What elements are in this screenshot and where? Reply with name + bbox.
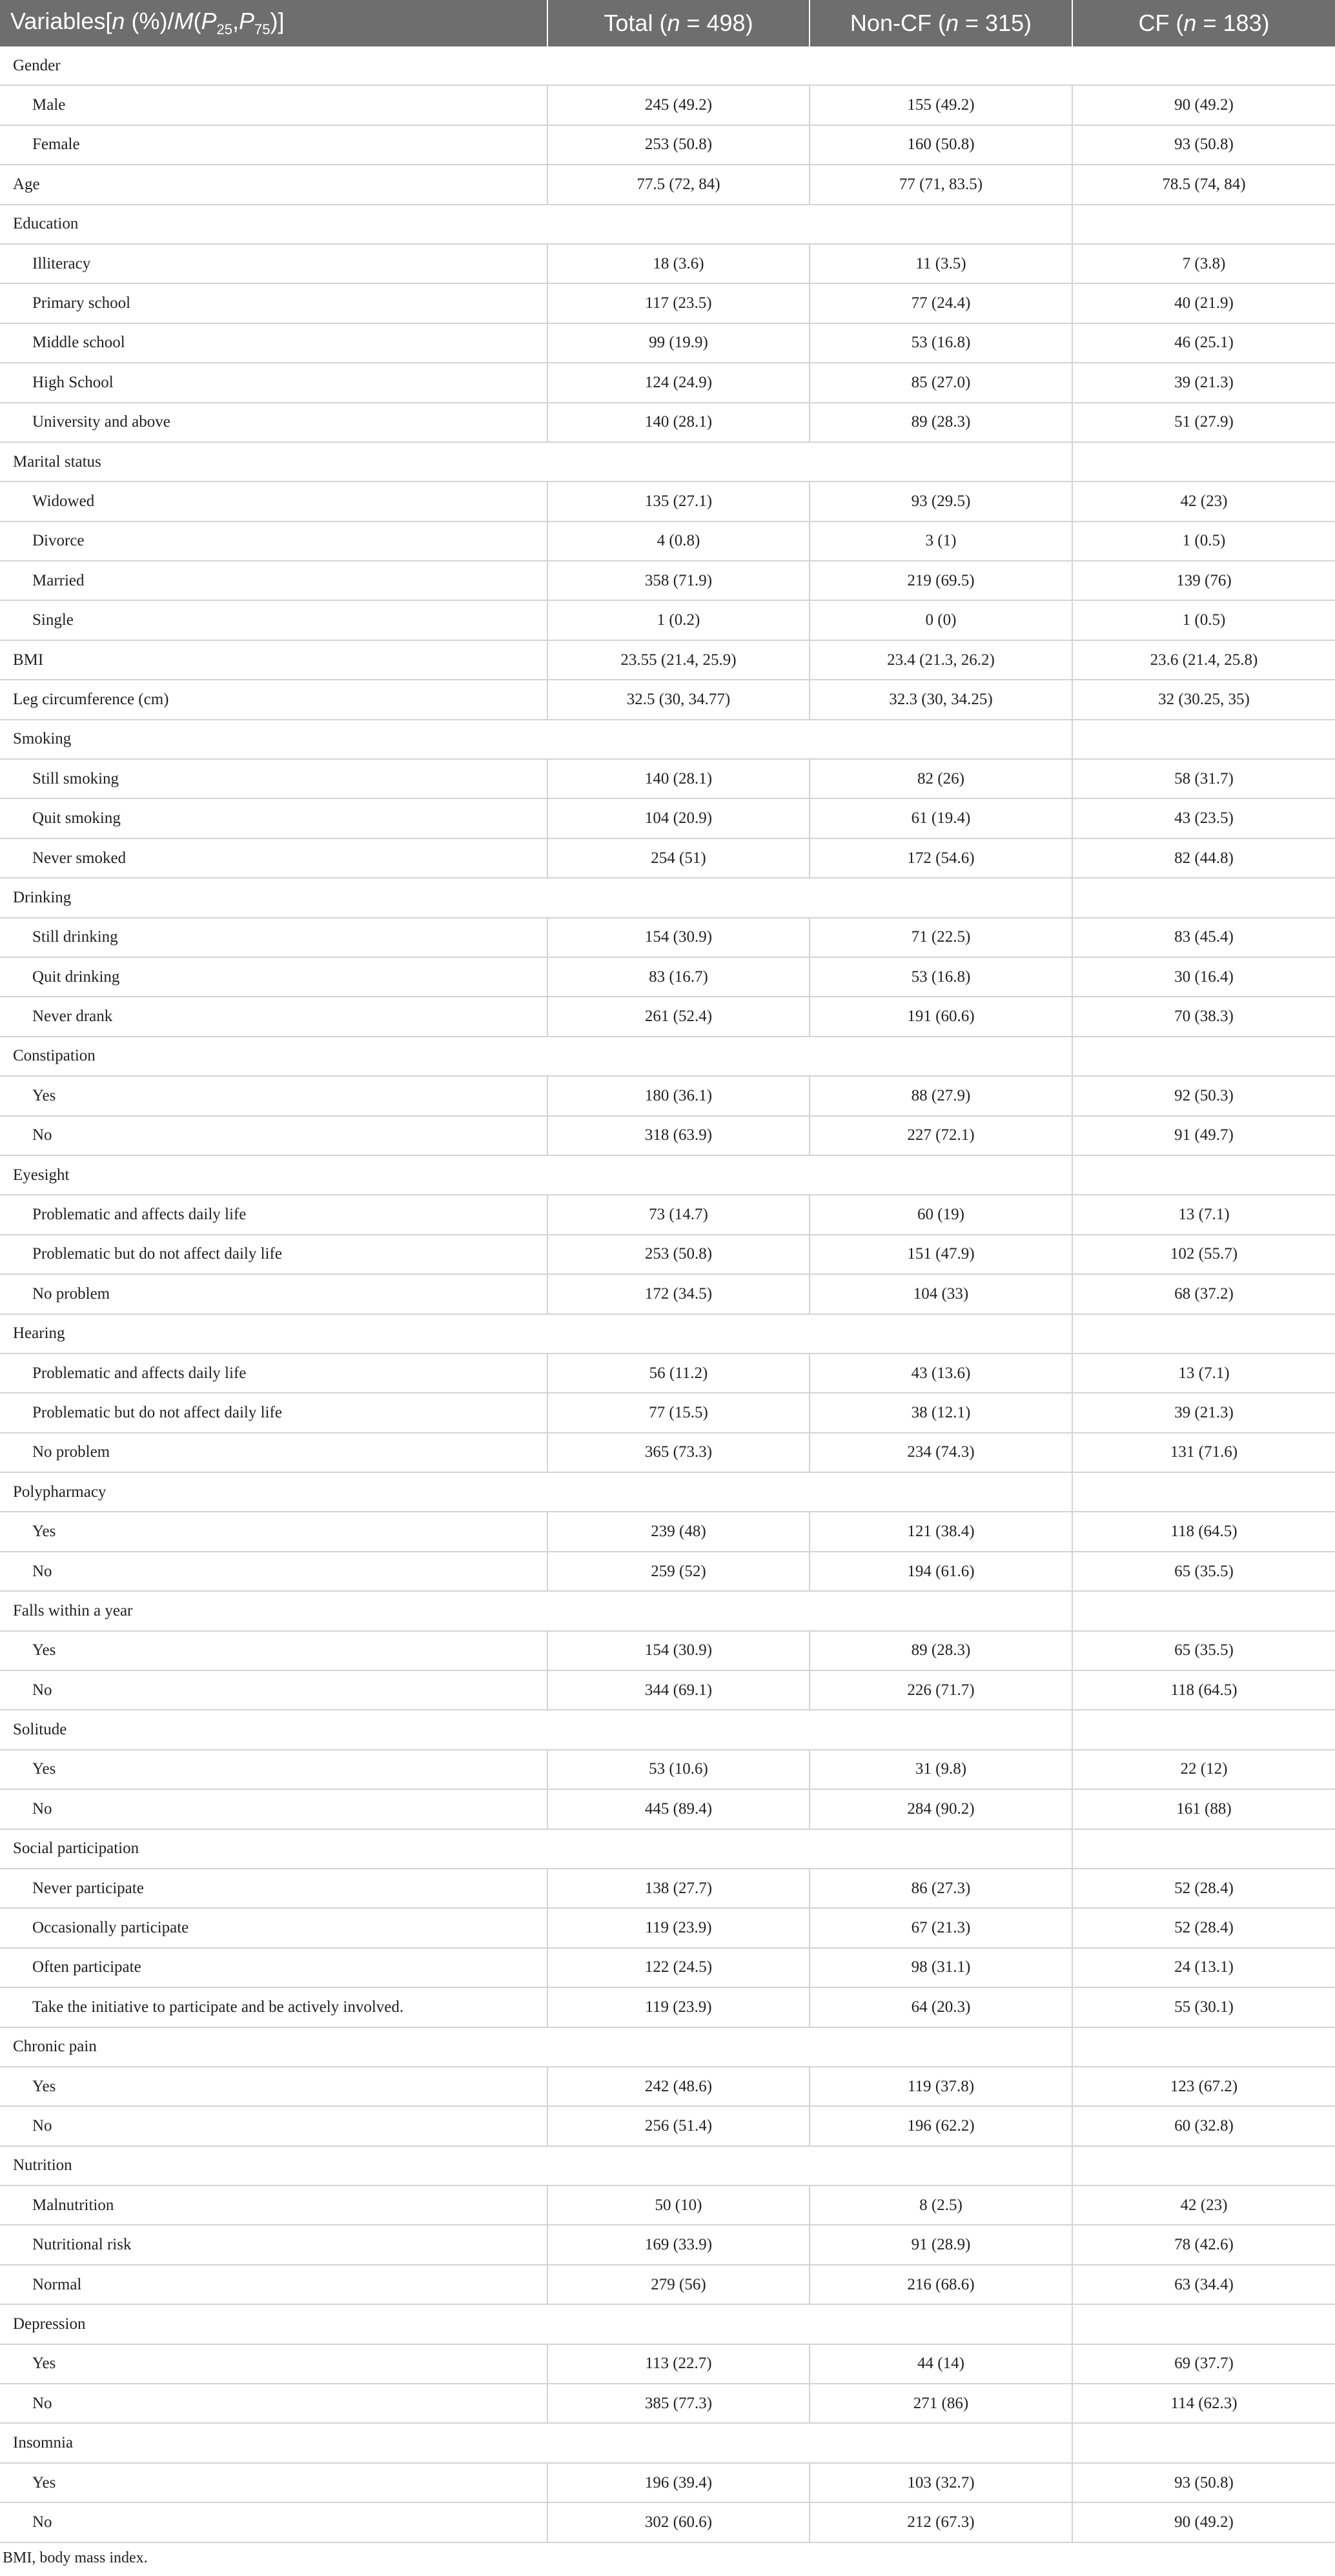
cell-non-cf: 38 (12.1) — [810, 1393, 1072, 1432]
cell-total: 99 (19.9) — [547, 323, 810, 363]
table-row — [0, 165, 1335, 204]
group-label: Polypharmacy — [0, 1472, 1072, 1512]
table-row — [0, 1354, 1335, 1393]
cell-total: 242 (48.6) — [547, 2067, 810, 2106]
cell-total: 138 (27.7) — [547, 1869, 810, 1908]
cell-cf: 13 (7.1) — [1072, 1354, 1335, 1393]
table-row — [0, 1987, 1335, 2027]
row-label: Female — [0, 125, 547, 165]
cell-cf: 1 (0.5) — [1072, 600, 1335, 640]
empty-cell — [1072, 1472, 1335, 1512]
table-row — [0, 2502, 1335, 2542]
cell-total: 77 (15.5) — [547, 1393, 810, 1432]
group-label: Constipation — [0, 1037, 1072, 1076]
cell-total: 1 (0.2) — [547, 600, 810, 640]
cell-non-cf: 32.3 (30, 34.25) — [810, 680, 1072, 719]
cell-non-cf: 43 (13.6) — [810, 1354, 1072, 1393]
cell-total: 302 (60.6) — [547, 2502, 810, 2542]
empty-cell — [1072, 878, 1335, 917]
table-row — [0, 600, 1335, 640]
cell-cf: 42 (23) — [1072, 2186, 1335, 2225]
cell-total: 358 (71.9) — [547, 561, 810, 600]
cell-total: 119 (23.9) — [547, 1908, 810, 1947]
cell-cf: 90 (49.2) — [1072, 2502, 1335, 2542]
cell-non-cf: 89 (28.3) — [810, 1631, 1072, 1670]
row-label: Divorce — [0, 522, 547, 561]
empty-cell — [1072, 1155, 1335, 1195]
cell-non-cf: 119 (37.8) — [810, 2067, 1072, 2106]
cell-non-cf: 85 (27.0) — [810, 363, 1072, 402]
table-row — [0, 1552, 1335, 1591]
table-group-row — [0, 1155, 1335, 1195]
cell-cf: 91 (49.7) — [1072, 1116, 1335, 1155]
cell-non-cf: 219 (69.5) — [810, 561, 1072, 600]
cell-non-cf: 8 (2.5) — [810, 2186, 1072, 2225]
cell-total: 53 (10.6) — [547, 1750, 810, 1789]
cell-non-cf: 23.4 (21.3, 26.2) — [810, 640, 1072, 680]
cell-total: 196 (39.4) — [547, 2463, 810, 2502]
row-label: Problematic and affects daily life — [0, 1195, 547, 1234]
table-row — [0, 2344, 1335, 2384]
row-label: Problematic but do not affect daily life — [0, 1235, 547, 1274]
cell-total: 104 (20.9) — [547, 798, 810, 838]
cell-cf: 24 (13.1) — [1072, 1948, 1335, 1987]
cell-non-cf: 11 (3.5) — [810, 244, 1072, 283]
cell-cf: 82 (44.8) — [1072, 838, 1335, 878]
cell-total: 253 (50.8) — [547, 1235, 810, 1274]
cell-non-cf: 91 (28.9) — [810, 2225, 1072, 2264]
table-group-row — [0, 1710, 1335, 1749]
cell-total: 140 (28.1) — [547, 403, 810, 442]
cell-non-cf: 82 (26) — [810, 759, 1072, 798]
row-label: Single — [0, 600, 547, 640]
table-row — [0, 323, 1335, 363]
cell-cf: 42 (23) — [1072, 482, 1335, 521]
cell-total: 77.5 (72, 84) — [547, 165, 810, 204]
row-label: No — [0, 2384, 547, 2423]
cell-non-cf: 103 (32.7) — [810, 2463, 1072, 2502]
row-label: Age — [0, 165, 547, 204]
group-label: Nutrition — [0, 2146, 1072, 2186]
table-group-row — [0, 442, 1335, 482]
empty-cell — [1072, 1314, 1335, 1354]
header-non-cf: Non-CF (n = 315) — [810, 0, 1072, 46]
table-row — [0, 403, 1335, 442]
cell-non-cf: 60 (19) — [810, 1195, 1072, 1234]
table-footnote: BMI, body mass index. — [3, 2550, 148, 2566]
row-label: Quit drinking — [0, 957, 547, 997]
table-row — [0, 1869, 1335, 1908]
table-row — [0, 2265, 1335, 2304]
table-row — [0, 1512, 1335, 1551]
cell-total: 50 (10) — [547, 2186, 810, 2225]
cell-cf: 32 (30.25, 35) — [1072, 680, 1335, 719]
cell-cf: 139 (76) — [1072, 561, 1335, 600]
table-row — [0, 1908, 1335, 1947]
group-label: Drinking — [0, 878, 1072, 917]
cell-total: 154 (30.9) — [547, 918, 810, 957]
cell-total: 385 (77.3) — [547, 2384, 810, 2423]
row-label: No — [0, 2106, 547, 2145]
empty-cell — [1072, 2027, 1335, 2067]
group-label: Solitude — [0, 1710, 1072, 1749]
cell-non-cf: 234 (74.3) — [810, 1433, 1072, 1472]
cell-cf: 65 (35.5) — [1072, 1631, 1335, 1670]
cell-cf: 7 (3.8) — [1072, 244, 1335, 283]
table-row — [0, 2186, 1335, 2225]
cell-total: 154 (30.9) — [547, 1631, 810, 1670]
group-label: Falls within a year — [0, 1591, 1072, 1630]
cell-non-cf: 61 (19.4) — [810, 798, 1072, 838]
cell-non-cf: 53 (16.8) — [810, 957, 1072, 997]
table-body — [0, 46, 1335, 2542]
row-label: No problem — [0, 1274, 547, 1313]
cell-total: 83 (16.7) — [547, 957, 810, 997]
header-cf: CF (n = 183) — [1072, 0, 1335, 46]
table-row — [0, 1076, 1335, 1115]
row-label: Nutritional risk — [0, 2225, 547, 2264]
table-group-row — [0, 1472, 1335, 1512]
cell-non-cf: 172 (54.6) — [810, 838, 1072, 878]
cell-total: 32.5 (30, 34.77) — [547, 680, 810, 719]
empty-cell — [1072, 1829, 1335, 1869]
table-row — [0, 244, 1335, 283]
cell-cf: 52 (28.4) — [1072, 1908, 1335, 1947]
cell-total: 344 (69.1) — [547, 1670, 810, 1710]
row-label: Yes — [0, 1631, 547, 1670]
cell-non-cf: 98 (31.1) — [810, 1948, 1072, 1987]
cell-cf: 123 (67.2) — [1072, 2067, 1335, 2106]
row-label: Married — [0, 561, 547, 600]
group-label: Social participation — [0, 1829, 1072, 1869]
cell-non-cf: 284 (90.2) — [810, 1789, 1072, 1829]
cell-non-cf: 155 (49.2) — [810, 85, 1072, 125]
cell-cf: 40 (21.9) — [1072, 283, 1335, 323]
cell-total: 253 (50.8) — [547, 125, 810, 165]
row-label: Never smoked — [0, 838, 547, 878]
table-row — [0, 1393, 1335, 1432]
table-header-row — [0, 0, 1335, 46]
row-label: Never drank — [0, 997, 547, 1036]
cell-cf: 39 (21.3) — [1072, 1393, 1335, 1432]
cell-total: 119 (23.9) — [547, 1987, 810, 2027]
cell-cf: 70 (38.3) — [1072, 997, 1335, 1036]
cell-total: 279 (56) — [547, 2265, 810, 2304]
cell-cf: 90 (49.2) — [1072, 85, 1335, 125]
cell-total: 140 (28.1) — [547, 759, 810, 798]
cell-cf: 51 (27.9) — [1072, 403, 1335, 442]
row-label: Yes — [0, 1512, 547, 1551]
cell-cf: 93 (50.8) — [1072, 125, 1335, 165]
row-label: Yes — [0, 2067, 547, 2106]
cell-cf: 68 (37.2) — [1072, 1274, 1335, 1313]
table-row — [0, 2384, 1335, 2423]
empty-cell — [1072, 205, 1335, 244]
table-row — [0, 522, 1335, 561]
row-label: Normal — [0, 2265, 547, 2304]
table-group-row — [0, 878, 1335, 917]
row-label: Widowed — [0, 482, 547, 521]
row-label: Take the initiative to participate and be actively involved. — [0, 1987, 547, 2027]
cell-total: 365 (73.3) — [547, 1433, 810, 1472]
cell-cf: 23.6 (21.4, 25.8) — [1072, 640, 1335, 680]
table-group-row — [0, 1314, 1335, 1354]
empty-cell — [1072, 2146, 1335, 2186]
table-row — [0, 1789, 1335, 1829]
table-group-row — [0, 720, 1335, 759]
cell-cf: 43 (23.5) — [1072, 798, 1335, 838]
row-label: Yes — [0, 1076, 547, 1115]
cell-cf: 114 (62.3) — [1072, 2384, 1335, 2423]
cell-total: 239 (48) — [547, 1512, 810, 1551]
cell-total: 261 (52.4) — [547, 997, 810, 1036]
row-label: Still drinking — [0, 918, 547, 957]
cell-cf: 55 (30.1) — [1072, 1987, 1335, 2027]
table-row — [0, 1433, 1335, 1472]
row-label: Malnutrition — [0, 2186, 547, 2225]
table-group-row — [0, 1037, 1335, 1076]
cell-non-cf: 216 (68.6) — [810, 2265, 1072, 2304]
row-label: No — [0, 1670, 547, 1710]
cell-total: 180 (36.1) — [547, 1076, 810, 1115]
table-group-row — [0, 2027, 1335, 2067]
table-row — [0, 1116, 1335, 1155]
cell-cf: 92 (50.3) — [1072, 1076, 1335, 1115]
table-row — [0, 125, 1335, 165]
table-row — [0, 2067, 1335, 2106]
cell-cf: 30 (16.4) — [1072, 957, 1335, 997]
row-label: Often participate — [0, 1948, 547, 1987]
cell-total: 122 (24.5) — [547, 1948, 810, 1987]
table-row — [0, 798, 1335, 838]
header-variables: Variables[n $(\%)/M(P_{25},P_{75})$] — [0, 0, 547, 46]
cell-cf: 46 (25.1) — [1072, 323, 1335, 363]
table-row — [0, 640, 1335, 680]
cell-cf: 1 (0.5) — [1072, 522, 1335, 561]
cell-total: 23.55 (21.4, 25.9) — [547, 640, 810, 680]
cell-total: 113 (22.7) — [547, 2344, 810, 2384]
cell-non-cf: 71 (22.5) — [810, 918, 1072, 957]
table-group-row — [0, 2423, 1335, 2462]
cell-cf: 60 (32.8) — [1072, 2106, 1335, 2145]
cell-non-cf: 191 (60.6) — [810, 997, 1072, 1036]
cell-total: 256 (51.4) — [547, 2106, 810, 2145]
cell-cf: 58 (31.7) — [1072, 759, 1335, 798]
cell-non-cf: 89 (28.3) — [810, 403, 1072, 442]
table-group-row — [0, 1829, 1335, 1869]
group-label: Marital status — [0, 442, 1072, 482]
cell-total: 169 (33.9) — [547, 2225, 810, 2264]
cell-non-cf: 53 (16.8) — [810, 323, 1072, 363]
cell-cf: 102 (55.7) — [1072, 1235, 1335, 1274]
empty-cell — [1072, 442, 1335, 482]
row-label: University and above — [0, 403, 547, 442]
table-row — [0, 1274, 1335, 1313]
cell-total: 18 (3.6) — [547, 244, 810, 283]
cell-non-cf: 104 (33) — [810, 1274, 1072, 1313]
cell-non-cf: 194 (61.6) — [810, 1552, 1072, 1591]
table-row — [0, 363, 1335, 402]
row-label: No — [0, 1116, 547, 1155]
table-row — [0, 1948, 1335, 1987]
cell-non-cf: 86 (27.3) — [810, 1869, 1072, 1908]
cell-non-cf: 226 (71.7) — [810, 1670, 1072, 1710]
table-group-row — [0, 2304, 1335, 2344]
table-row — [0, 838, 1335, 878]
group-label: Education — [0, 205, 1072, 244]
row-label: Primary school — [0, 283, 547, 323]
table-group-row — [0, 46, 1335, 85]
table-row — [0, 1670, 1335, 1710]
cell-total: 259 (52) — [547, 1552, 810, 1591]
cell-total: 117 (23.5) — [547, 283, 810, 323]
table-row — [0, 561, 1335, 600]
row-label: BMI — [0, 640, 547, 680]
table-group-row — [0, 1591, 1335, 1630]
cell-total: 73 (14.7) — [547, 1195, 810, 1234]
table-row — [0, 1235, 1335, 1274]
table-row — [0, 1195, 1335, 1234]
table-row — [0, 918, 1335, 957]
cell-total: 245 (49.2) — [547, 85, 810, 125]
table-row — [0, 997, 1335, 1036]
row-label: No — [0, 1552, 547, 1591]
row-label: Leg circumference (cm) — [0, 680, 547, 719]
cell-cf: 78.5 (74, 84) — [1072, 165, 1335, 204]
cell-total: 4 (0.8) — [547, 522, 810, 561]
row-label: No — [0, 1789, 547, 1829]
table-row — [0, 957, 1335, 997]
row-label: Never participate — [0, 1869, 547, 1908]
row-label: Male — [0, 85, 547, 125]
cell-non-cf: 121 (38.4) — [810, 1512, 1072, 1551]
cell-total: 445 (89.4) — [547, 1789, 810, 1829]
row-label: Yes — [0, 2344, 547, 2384]
cell-non-cf: 31 (9.8) — [810, 1750, 1072, 1789]
cell-cf: 118 (64.5) — [1072, 1512, 1335, 1551]
cell-cf: 22 (12) — [1072, 1750, 1335, 1789]
group-label: Chronic pain — [0, 2027, 1072, 2067]
cell-non-cf: 64 (20.3) — [810, 1987, 1072, 2027]
table-row — [0, 1631, 1335, 1670]
cell-cf: 65 (35.5) — [1072, 1552, 1335, 1591]
empty-cell — [1072, 1591, 1335, 1630]
cell-cf: 93 (50.8) — [1072, 2463, 1335, 2502]
row-label: Occasionally participate — [0, 1908, 547, 1947]
table-row — [0, 482, 1335, 521]
cell-non-cf: 93 (29.5) — [810, 482, 1072, 521]
row-label: Problematic and affects daily life — [0, 1354, 547, 1393]
group-label: Smoking — [0, 720, 1072, 759]
table-row — [0, 2463, 1335, 2502]
group-label: Eyesight — [0, 1155, 1072, 1195]
cell-cf: 69 (37.7) — [1072, 2344, 1335, 2384]
row-label: Quit smoking — [0, 798, 547, 838]
row-label: Problematic but do not affect daily life — [0, 1393, 547, 1432]
table-row — [0, 85, 1335, 125]
row-label: Still smoking — [0, 759, 547, 798]
table-row — [0, 283, 1335, 323]
header-total: Total (n = 498) — [547, 0, 810, 46]
empty-cell — [1072, 1037, 1335, 1076]
empty-cell — [1072, 2423, 1335, 2462]
cell-cf: 63 (34.4) — [1072, 2265, 1335, 2304]
cell-total: 172 (34.5) — [547, 1274, 810, 1313]
group-label: Hearing — [0, 1314, 1072, 1354]
table-row — [0, 680, 1335, 719]
cell-cf: 161 (88) — [1072, 1789, 1335, 1829]
empty-cell — [1072, 720, 1335, 759]
row-label: Yes — [0, 2463, 547, 2502]
cell-non-cf: 0 (0) — [810, 600, 1072, 640]
table-group-row — [0, 2146, 1335, 2186]
cell-non-cf: 88 (27.9) — [810, 1076, 1072, 1115]
cell-total: 318 (63.9) — [547, 1116, 810, 1155]
cell-non-cf: 151 (47.9) — [810, 1235, 1072, 1274]
row-label: Middle school — [0, 323, 547, 363]
cell-cf: 13 (7.1) — [1072, 1195, 1335, 1234]
cell-non-cf: 212 (67.3) — [810, 2502, 1072, 2542]
cell-total: 56 (11.2) — [547, 1354, 810, 1393]
table-row — [0, 2106, 1335, 2145]
row-label: Illiteracy — [0, 244, 547, 283]
row-label: No — [0, 2502, 547, 2542]
cell-total: 124 (24.9) — [547, 363, 810, 402]
cell-total: 135 (27.1) — [547, 482, 810, 521]
group-label: Gender — [0, 46, 1335, 85]
cell-non-cf: 3 (1) — [810, 522, 1072, 561]
cell-total: 254 (51) — [547, 838, 810, 878]
row-label: No problem — [0, 1433, 547, 1472]
cell-cf: 118 (64.5) — [1072, 1670, 1335, 1710]
row-label: High School — [0, 363, 547, 402]
cell-non-cf: 196 (62.2) — [810, 2106, 1072, 2145]
cell-cf: 52 (28.4) — [1072, 1869, 1335, 1908]
row-label: Yes — [0, 1750, 547, 1789]
table-row — [0, 759, 1335, 798]
table-row — [0, 1750, 1335, 1789]
cell-non-cf: 227 (72.1) — [810, 1116, 1072, 1155]
cell-non-cf: 77 (71, 83.5) — [810, 165, 1072, 204]
empty-cell — [1072, 2304, 1335, 2344]
cell-non-cf: 44 (14) — [810, 2344, 1072, 2384]
table-row — [0, 2225, 1335, 2264]
cell-cf: 78 (42.6) — [1072, 2225, 1335, 2264]
empty-cell — [1072, 1710, 1335, 1749]
cell-non-cf: 77 (24.4) — [810, 283, 1072, 323]
cell-non-cf: 67 (21.3) — [810, 1908, 1072, 1947]
cell-non-cf: 160 (50.8) — [810, 125, 1072, 165]
cell-cf: 131 (71.6) — [1072, 1433, 1335, 1472]
table-group-row — [0, 205, 1335, 244]
cell-cf: 83 (45.4) — [1072, 918, 1335, 957]
cell-cf: 39 (21.3) — [1072, 363, 1335, 402]
group-label: Depression — [0, 2304, 1072, 2344]
cell-non-cf: 271 (86) — [810, 2384, 1072, 2423]
group-label: Insomnia — [0, 2423, 1072, 2462]
